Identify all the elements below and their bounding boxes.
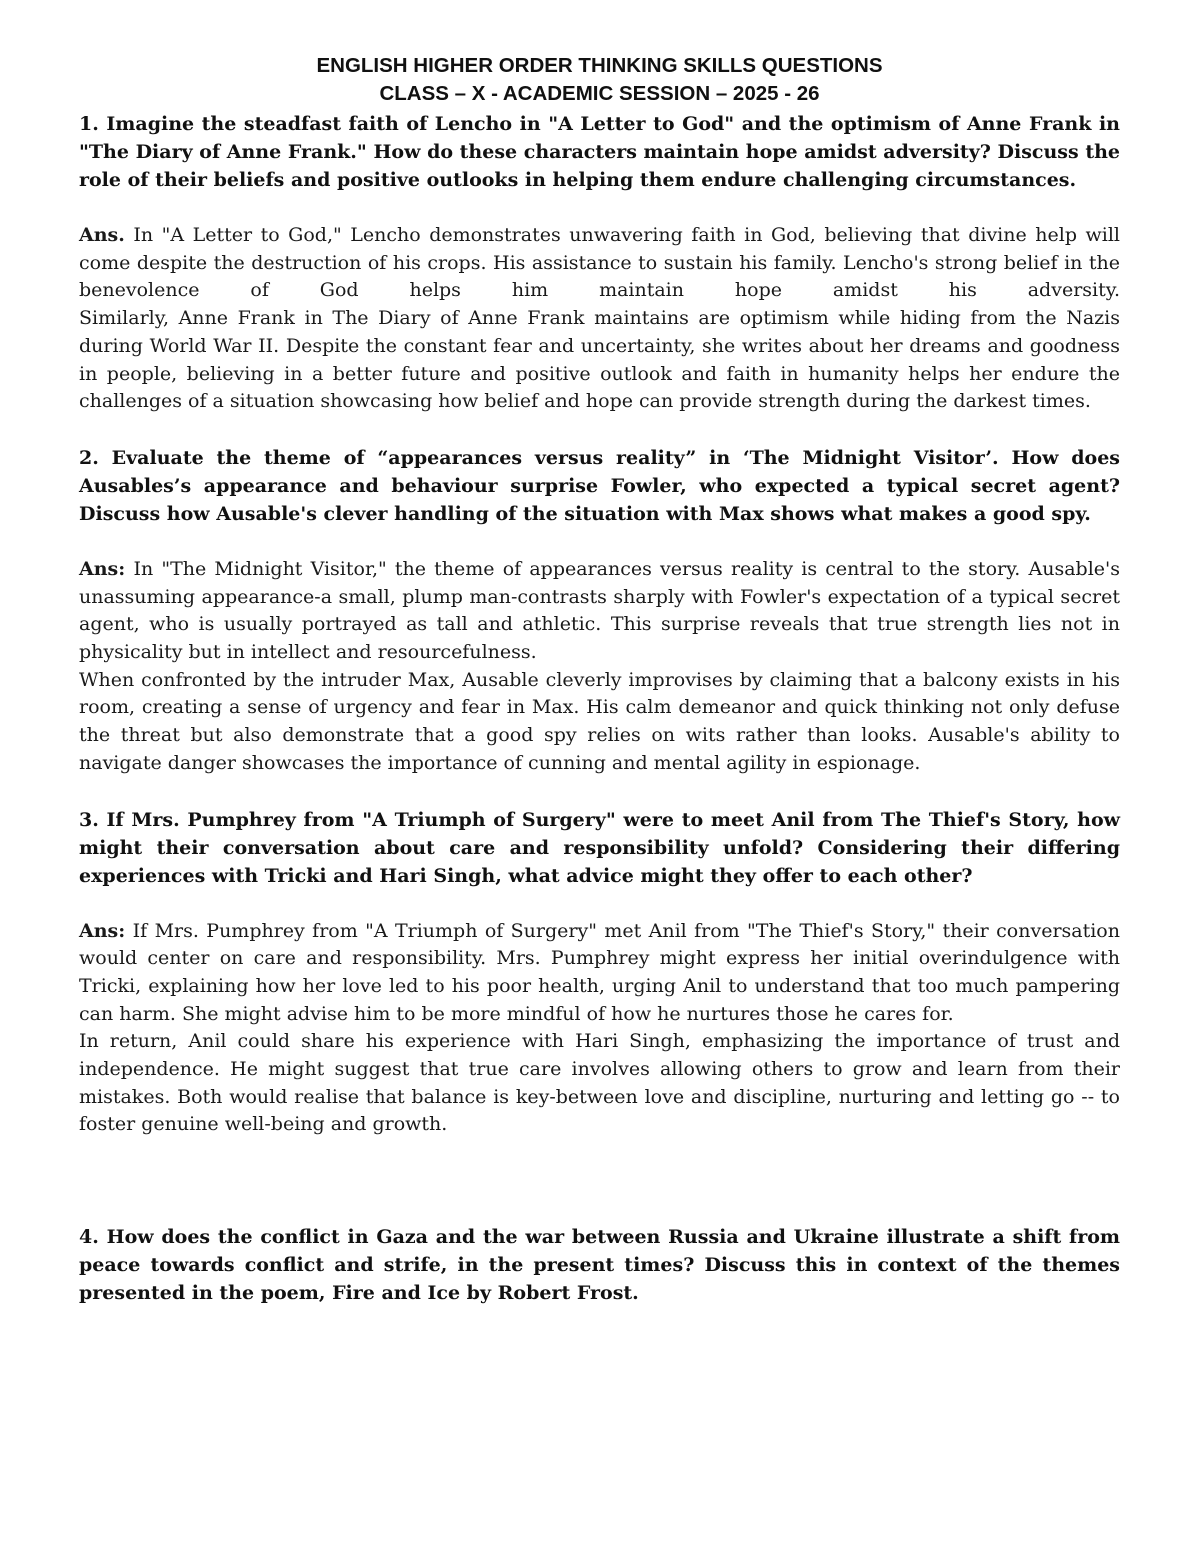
answer-2 — [79, 556, 1120, 778]
answer-2-para-2: When confronted by the intruder Max, Ausable cleverly improvises by claiming that a balcony exists in his room, creating a sense of urgency and fear in Max. His calm demeanor and quick thinking not only defuse the threat but also demonstrate that a good spy relies on wits rather than looks. Ausable's ability to navigate danger showcases the importance of cunning and mental agility in espionage. — [79, 668, 1120, 774]
answer-3 — [79, 918, 1120, 1140]
answer-2-text-1: In "The Midnight Visitor," the theme of appearances versus reality is central to the story. Ausable's unassuming appearance-a small, plump man-contrasts sharply with Fowler's expectation of a typical secret agent, who is usually portrayed as tall and athletic. This surprise reveals that true strength lies not in physicality but in intellect and resourcefulness. — [79, 557, 1120, 664]
answer-3-para-1 — [79, 918, 1120, 1029]
answer-1 — [79, 222, 1120, 416]
answer-3-text-1: If Mrs. Pumphrey from "A Triumph of Surgery" met Anil from "The Thief's Story," their conversation would center on care and responsibility. Mrs. Pumphrey might express her initial overindulgence with Tricki, explaining how her love led to his poor health, urging Anil to understand that too much pampering can harm. She might advise him to be more mindful of how he nurtures those he cares for. — [79, 919, 1120, 1025]
question-1: 1. Imagine the steadfast faith of Lencho in "A Letter to God" and the optimism of Anne Frank in "The Diary of Anne Frank." How do these characters maintain hope amidst adversity? Discuss the role of their beliefs and positive outlooks in helping them endure challenging circumstances. — [79, 113, 1120, 191]
question-2: 2. Evaluate the theme of “appearances versus reality” in ‘The Midnight Visitor’. How does Ausables’s appearance and behaviour surprise Fowler, who expected a typical secret agent? Discuss how Ausable's clever handling of the situation with Max shows what makes a good spy. — [79, 446, 1120, 525]
document-title: ENGLISH HIGHER ORDER THINKING SKILLS QUESTIONS — [316, 54, 883, 77]
answer-2-label: Ans: — [79, 557, 126, 580]
answer-1-text-1: In "A Letter to God," Lencho demonstrates unwavering faith in God, believing that divine help will come despite the destruction of his crops. His assistance to sustain his family. Lencho's strong belief in the benevolence of God helps him maintain hope amidst his adversity. — [79, 224, 1120, 302]
document-page — [79, 52, 1120, 1307]
answer-3-label: Ans: — [79, 919, 126, 942]
answer-3-para-2: In return, Anil could share his experience with Hari Singh, emphasizing the importance of trust and independence. He might suggest that true care involves allowing others to grow and learn from their mistakes. Both would realise that balance is key-between love and discipline, nurturing and letting go -- to foster genuine well-being and growth. — [79, 1030, 1120, 1136]
answer-2-para-1 — [79, 556, 1120, 667]
document-subtitle: CLASS – X - ACADEMIC SESSION – 2025 - 26 — [379, 82, 820, 105]
question-3: 3. If Mrs. Pumphrey from "A Triumph of Surgery" were to meet Anil from The Thief's Story, how might their conversation about care and responsibility unfold? Considering their differing experiences with Tricki and Hari Singh, what advice might they offer to each other? — [79, 808, 1120, 887]
answer-1-para-2: Similarly, Anne Frank in The Diary of Anne Frank maintains are optimism while hiding from the Nazis during World War II. Despite the constant fear and uncertainty, she writes about her dreams and goodness in people, believing in a better future and positive outlook and faith in humanity helps her endure the challenges of a situation showcasing how belief and hope can provide strength during the darkest times. — [79, 307, 1120, 413]
answer-1-para-1 — [79, 222, 1120, 305]
question-4: 4. How does the conflict in Gaza and the war between Russia and Ukraine illustrate a shift from peace towards conflict and strife, in the present times? Discuss this in context of the themes presented in the poem, Fire and Ice by Robert Frost. — [79, 1226, 1120, 1305]
answer-1-label: Ans. — [79, 224, 125, 246]
